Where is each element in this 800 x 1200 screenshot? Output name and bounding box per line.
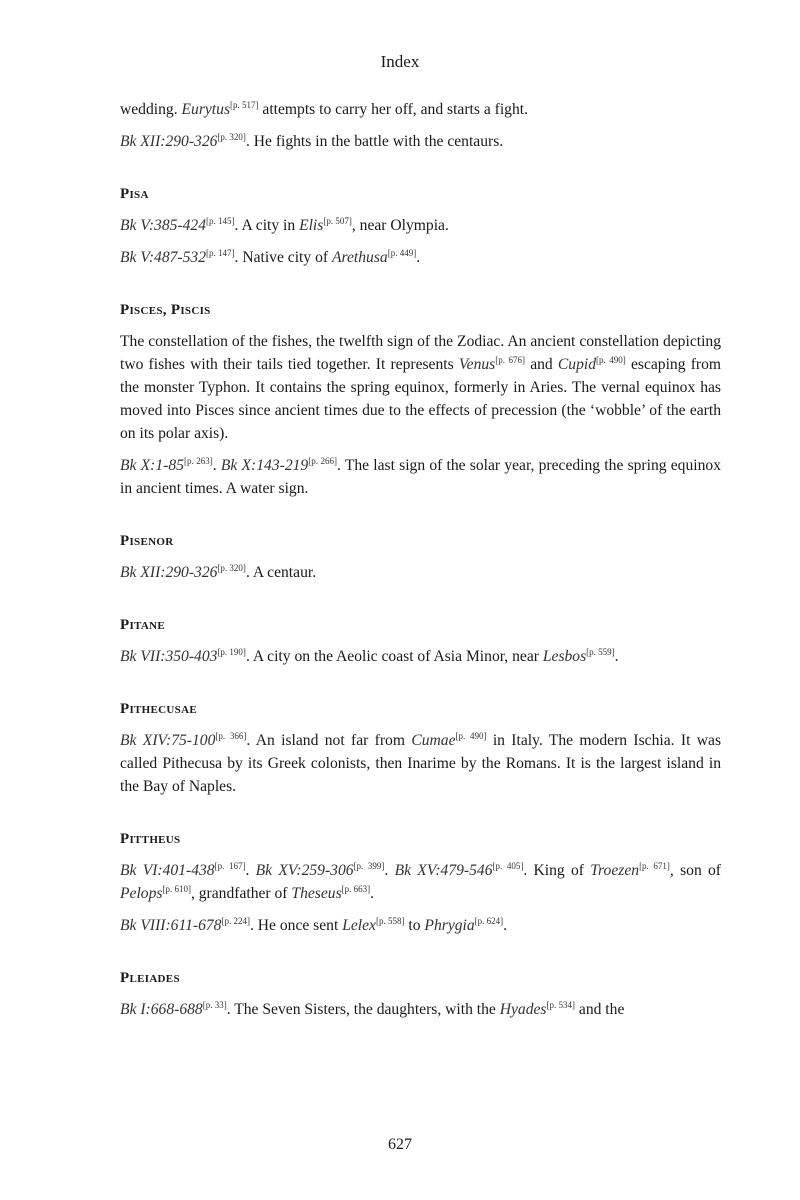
entry-heading: Pithecusae (120, 701, 197, 717)
index-paragraph (120, 729, 721, 798)
cross-reference-link[interactable]: Bk XV:259-306 (255, 862, 354, 879)
body-text: , near Olympia. (351, 217, 449, 234)
body-text: to (404, 917, 425, 934)
page-reference-link[interactable]: [p. 671] (639, 860, 670, 871)
body-text: . Native city of (234, 249, 332, 266)
cross-reference-link[interactable]: Bk X:1-85 (120, 457, 184, 474)
page-reference-link[interactable]: [p. 534] (546, 999, 575, 1010)
body-text: . (370, 885, 375, 902)
cross-reference-link[interactable]: Bk VII:350-403 (120, 648, 218, 665)
page-reference-link[interactable]: [p. 490] (596, 354, 626, 365)
cross-reference-link[interactable]: Bk XIV:75-100 (120, 732, 216, 749)
body-text: attempts to carry her off, and starts a fight. (258, 101, 529, 118)
page-reference-link[interactable]: [p. 399] (353, 860, 385, 871)
index-entry (120, 530, 721, 584)
index-paragraph (120, 246, 721, 269)
page-reference-link[interactable]: [p. 224] (221, 915, 250, 926)
body-text: . An island not far from (246, 732, 412, 749)
index-paragraph (120, 645, 721, 668)
body-text: and (525, 356, 558, 373)
index-entry (120, 698, 721, 798)
body-text: . He fights in the battle with the centaurs. (245, 133, 504, 150)
page-reference-link[interactable]: [p. 490] (455, 730, 487, 741)
cross-reference-link[interactable]: Eurytus (181, 101, 231, 118)
body-text: . (503, 917, 508, 934)
index-entry (120, 299, 721, 500)
index-paragraph (120, 859, 721, 905)
cross-reference-link[interactable]: Lesbos (542, 648, 587, 665)
cross-reference-link[interactable]: Bk XV:479-546 (394, 862, 493, 879)
body-text: . The last sign of the solar year, preceding the spring equinox in ancient times. A water sign. (120, 457, 721, 497)
continuation-block (120, 98, 721, 153)
index-paragraph (120, 214, 721, 237)
index-entry (120, 967, 721, 1021)
body-text: . A city on the Aeolic coast of Asia Minor, near (245, 648, 543, 665)
page-reference-link[interactable]: [p. 320] (217, 131, 246, 142)
page-reference-link[interactable]: [p. 145] (206, 215, 235, 226)
cross-reference-link[interactable]: Phrygia (424, 917, 475, 934)
page-reference-link[interactable]: [p. 366] (215, 730, 247, 741)
body-text: wedding. (120, 101, 182, 118)
entry-heading: Pleiades (120, 970, 180, 986)
body-text: . King of (523, 862, 591, 879)
index-entry (120, 614, 721, 668)
body-text: escaping from the monster Typhon. It contains the spring equinox, formerly in Aries. The vernal equinox has moved into Pisces since ancient times due to the effects of precession (the ‘wobble’ of the earth on its polar axis). (120, 356, 722, 442)
page-reference-link[interactable]: [p. 558] (375, 915, 405, 926)
page-reference-link[interactable]: [p. 624] (474, 915, 504, 926)
cross-reference-link[interactable]: Troezen (590, 862, 640, 879)
body-text: . (416, 249, 421, 266)
cross-reference-link[interactable]: Bk VIII:611-678 (120, 917, 222, 934)
page-reference-link[interactable]: [p. 147] (206, 247, 235, 258)
cross-reference-link[interactable]: Venus (458, 356, 496, 373)
body-text: . The Seven Sisters, the daughters, with the (226, 1001, 500, 1018)
body-text: . A city in (234, 217, 300, 234)
page-reference-link[interactable]: [p. 610] (162, 883, 191, 894)
page-reference-link[interactable]: [p. 507] (323, 215, 352, 226)
cross-reference-link[interactable]: Pelops (120, 885, 163, 902)
cross-reference-link[interactable]: Arethusa (331, 249, 388, 266)
running-head: Index (380, 52, 420, 71)
page-reference-link[interactable]: [p. 263] (183, 455, 213, 466)
body-text: The constellation of the fishes, the twelfth sign of the Zodiac. An ancient constellation depicting two fishes with their tails tied together. It represents (120, 333, 721, 373)
entry-heading: Pisces, Piscis (120, 302, 211, 318)
entry-heading: Pisa (120, 186, 149, 202)
entry-heading: Pittheus (120, 831, 181, 847)
cross-reference-link[interactable]: Bk V:385-424 (120, 217, 207, 234)
index-paragraph (120, 998, 721, 1021)
page-reference-link[interactable]: [p. 449] (387, 247, 417, 258)
page-reference-link[interactable]: [p. 405] (492, 860, 524, 871)
cross-reference-link[interactable]: Bk V:487-532 (120, 249, 207, 266)
body-text: . A centaur. (245, 564, 317, 581)
cross-reference-link[interactable]: Bk X:143-219 (220, 457, 309, 474)
index-entries (120, 183, 721, 1021)
entry-heading: Pitane (120, 617, 165, 633)
index-paragraph (120, 914, 721, 937)
page-reference-link[interactable]: [p. 320] (217, 562, 246, 573)
cross-reference-link[interactable]: Bk VI:401-438 (120, 862, 215, 879)
page-reference-link[interactable]: [p. 559] (586, 646, 615, 657)
cross-reference-link[interactable]: Cupid (557, 356, 597, 373)
cross-reference-link[interactable]: Cumae (411, 732, 456, 749)
index-entry (120, 183, 721, 269)
body-text: . (212, 457, 221, 474)
index-paragraph (120, 561, 721, 584)
page-reference-link[interactable]: [p. 33] (202, 999, 227, 1010)
cross-reference-link[interactable]: Bk XII:290-326 (120, 133, 218, 150)
entry-heading: Pisenor (120, 533, 174, 549)
index-entry (120, 828, 721, 937)
page-reference-link[interactable]: [p. 167] (214, 860, 246, 871)
cross-reference-link[interactable]: Lelex (342, 917, 376, 934)
body-text: , grandfather of (190, 885, 292, 902)
index-content (120, 98, 721, 1030)
body-text: . (245, 862, 256, 879)
index-paragraph (120, 130, 721, 153)
page-reference-link[interactable]: [p. 676] (495, 354, 526, 365)
body-text: . (614, 648, 619, 665)
body-text: , son of (669, 862, 721, 879)
body-text: . He once sent (249, 917, 343, 934)
page-reference-link[interactable]: [p. 663] (341, 883, 371, 894)
cross-reference-link[interactable]: Bk I:668-688 (120, 1001, 203, 1018)
body-text: and the (575, 1001, 625, 1018)
index-paragraph (120, 98, 721, 121)
page-reference-link[interactable]: [p. 517] (230, 99, 259, 110)
page-reference-link[interactable]: [p. 190] (217, 646, 246, 657)
body-text: in Italy. The modern Ischia. It was called Pithecusa by its Greek colonists, then Inarime by the Romans. It is the largest island in the Bay of Naples. (120, 732, 722, 795)
cross-reference-link[interactable]: Hyades (499, 1001, 547, 1018)
cross-reference-link[interactable]: Elis (299, 217, 324, 234)
index-paragraph (120, 330, 721, 445)
cross-reference-link[interactable]: Bk XII:290-326 (120, 564, 218, 581)
body-text: . (384, 862, 395, 879)
cross-reference-link[interactable]: Theseus (291, 885, 342, 902)
page-number: 627 (388, 1136, 412, 1153)
page-reference-link[interactable]: [p. 266] (308, 455, 338, 466)
index-paragraph (120, 454, 721, 500)
